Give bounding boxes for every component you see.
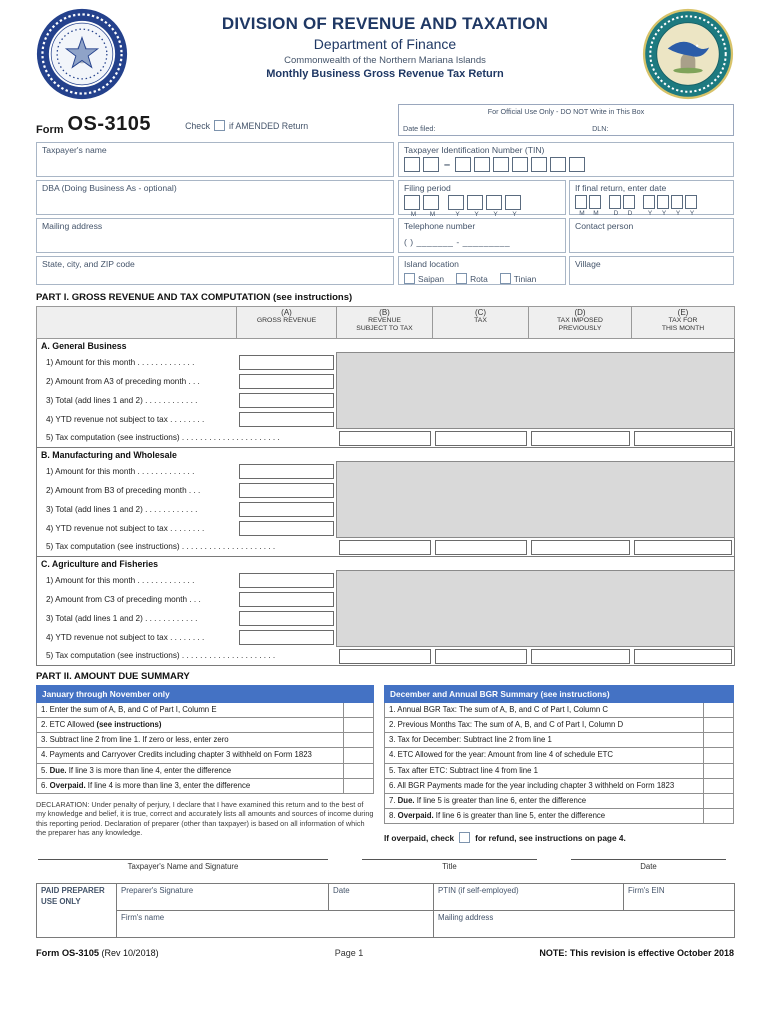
date-line[interactable] [571, 859, 726, 871]
tin-box[interactable] [531, 157, 547, 172]
check-word: Check [185, 120, 210, 131]
letter: Y [493, 211, 498, 218]
ptin-label: PTIN (if self-employed) [438, 886, 519, 895]
final-return-letters [575, 210, 728, 217]
dba-label: DBA (Doing Business As - optional) [42, 183, 177, 193]
row-text: If line 6 is greater than line 5, enter the difference [433, 810, 606, 820]
summary-row [37, 703, 374, 718]
island-location-label: Island location [404, 259, 459, 269]
part1-title: PART I. GROSS REVENUE AND TAX COMPUTATION (see instructions) [36, 292, 353, 303]
a3-gross-revenue-input[interactable] [239, 393, 335, 408]
filing-period-field [398, 180, 566, 218]
row-label: 5) Tax computation (see instructions) . . . . . . . . . . . . . . . . . . . . . [46, 542, 276, 552]
a5-tax-previous-input[interactable] [531, 431, 630, 446]
row-text-bold: Due. [397, 795, 415, 805]
footer-form-number: Form OS-3105 [36, 948, 100, 958]
cnmi-seal-icon [36, 8, 128, 100]
row-label: 4) YTD revenue not subject to tax . . . . . . . . [46, 523, 205, 533]
state-city-zip-field[interactable] [36, 256, 394, 285]
ptin-field[interactable] [434, 884, 624, 911]
part2-summary [36, 685, 734, 843]
filing-period-box[interactable] [486, 195, 502, 210]
c4-gross-revenue-input[interactable] [239, 630, 335, 645]
contact-person-field[interactable] [569, 218, 734, 253]
amount-cell[interactable] [344, 733, 374, 748]
declaration-text: DECLARATION: Under penalty of perjury, I declare that I have examined this return and to the best of my knowledge and belief, it is true, correct and accurately lists all amounts and sources of income during this reporting period. Declaration of preparer (other than taxpayer) is based on all information of which the preparer has any knowledge. [36, 799, 374, 838]
tin-boxes [404, 157, 728, 172]
row-text: If line 5 is greater than line 6, enter the difference [414, 795, 587, 805]
shaded-cell [337, 353, 735, 429]
paid-preparer-title: PAID PREPARER USE ONLY [37, 884, 117, 938]
summary-row [385, 763, 734, 778]
mailing-address-label: Mailing address [42, 221, 103, 231]
row-label: 2) Amount from A3 of preceding month . . . [46, 376, 200, 386]
final-return-label: If final return, enter date [575, 183, 667, 193]
column-b-header: (B) REVENUE SUBJECT TO TAX [337, 307, 433, 339]
taxpayer-name-label: Taxpayer's name [42, 145, 107, 155]
table-row [37, 647, 735, 666]
c5-tax-month-input[interactable] [634, 649, 733, 664]
amount-cell[interactable] [344, 703, 374, 718]
b4-gross-revenue-input[interactable] [239, 521, 335, 536]
row-label: 4) YTD revenue not subject to tax . . . . . . . . [46, 632, 205, 642]
b2-gross-revenue-input[interactable] [239, 483, 335, 498]
letter: M [593, 210, 599, 217]
amended-return-control [185, 120, 308, 131]
final-return-box[interactable] [671, 195, 683, 209]
table-row [37, 462, 735, 481]
tin-box[interactable] [512, 157, 528, 172]
b3-gross-revenue-input[interactable] [239, 502, 335, 517]
tin-box[interactable] [493, 157, 509, 172]
filing-period-box[interactable] [423, 195, 439, 210]
form-word: Form [36, 124, 64, 136]
preparer-mailing-address-field[interactable] [434, 911, 735, 938]
row-text: 1. Annual BGR Tax: The sum of A, B, and C of Part I, Column C [389, 705, 608, 714]
preparer-date-field[interactable] [329, 884, 434, 911]
b1-gross-revenue-input[interactable] [239, 464, 335, 479]
b5-revenue-subject-input[interactable] [339, 540, 431, 555]
saipan-checkbox[interactable] [404, 273, 415, 284]
org-name: Commonwealth of the Northern Mariana Islands [284, 55, 486, 66]
a1-gross-revenue-input[interactable] [239, 355, 335, 370]
shaded-cell [337, 462, 735, 538]
amended-checkbox[interactable] [214, 120, 225, 131]
header-titles [128, 8, 642, 80]
c5-tax-previous-input[interactable] [531, 649, 630, 664]
c1-gross-revenue-input[interactable] [239, 573, 335, 588]
tin-box[interactable] [423, 157, 439, 172]
amount-cell[interactable] [344, 718, 374, 733]
b5-tax-previous-input[interactable] [531, 540, 630, 555]
letter: M [579, 210, 585, 217]
row-label: 5) Tax computation (see instructions) . . . . . . . . . . . . . . . . . . . . . . [46, 433, 280, 443]
row-text: 5. Tax after ETC: Subtract line 4 from line 1 [389, 765, 538, 775]
row-text: If line 3 is more than line 4, enter the difference [66, 765, 232, 775]
summary-row [385, 703, 734, 718]
a5-revenue-subject-input[interactable] [339, 431, 431, 446]
row-text-bold: Due. [49, 765, 67, 775]
state-city-zip-label: State, city, and ZIP code [42, 259, 135, 269]
c5-tax-input[interactable] [435, 649, 527, 664]
firm-ein-label: Firm's EIN [628, 886, 665, 895]
amount-cell[interactable] [704, 808, 734, 823]
mailing-address-field[interactable] [36, 218, 394, 253]
taxpayer-fields [36, 142, 734, 285]
row-label: 1) Amount for this month . . . . . . . . . . . . . [46, 466, 195, 476]
preparer-signature-field[interactable] [117, 884, 329, 911]
summary-left-header: January through November only [37, 686, 374, 703]
department-of-finance-seal-icon [642, 8, 734, 100]
tinian-label: Tinian [513, 273, 537, 284]
preparer-signature-label: Preparer's Signature [121, 886, 194, 895]
dln-label: DLN: [592, 124, 609, 133]
row-text-bold: (see instructions) [96, 720, 162, 730]
summary-row [385, 733, 734, 748]
letter: M [429, 211, 436, 218]
part1-table [36, 306, 735, 666]
final-return-field [569, 180, 734, 215]
tin-box[interactable] [474, 157, 490, 172]
taxpayer-signature-line[interactable] [38, 859, 328, 871]
summary-row [37, 778, 374, 793]
row-text: 6. [41, 780, 50, 790]
tin-label: Taxpayer Identification Number (TIN) [404, 145, 545, 155]
amount-cell[interactable] [704, 763, 734, 778]
filing-period-box[interactable] [467, 195, 483, 210]
tin-box[interactable] [550, 157, 566, 172]
firm-name-label: Firm's name [121, 913, 165, 922]
final-return-box[interactable] [609, 195, 621, 209]
tin-box[interactable] [569, 157, 585, 172]
letter: Y [647, 210, 653, 217]
final-return-box[interactable] [685, 195, 697, 209]
column-a-header: (A) GROSS REVENUE [237, 307, 337, 339]
row-text: 7. [389, 795, 398, 805]
title-line[interactable] [362, 859, 537, 871]
firm-name-field[interactable] [117, 911, 434, 938]
form-number: OS-3105 [67, 113, 152, 135]
row-label: 3) Total (add lines 1 and 2) . . . . . . . . . . . . [46, 613, 198, 623]
letter: D [613, 210, 619, 217]
row-label: 4) YTD revenue not subject to tax . . . . . . . . [46, 414, 205, 424]
table-row [37, 429, 735, 448]
shaded-cell [337, 571, 735, 647]
row-label: 1) Amount for this month . . . . . . . . . . . . . [46, 575, 195, 585]
row-label: 3) Total (add lines 1 and 2) . . . . . . . . . . . . [46, 395, 198, 405]
refund-checkbox[interactable] [459, 832, 470, 843]
summary-row [37, 748, 374, 763]
footer-revision: (Rev 10/2018) [99, 948, 159, 958]
letter: Y [675, 210, 681, 217]
row-text: 5. [41, 765, 50, 775]
summary-row [37, 718, 374, 733]
label-column-header [37, 307, 237, 339]
row-label: 5) Tax computation (see instructions) . . . . . . . . . . . . . . . . . . . . . [46, 651, 276, 661]
filing-period-letters [404, 211, 560, 218]
rota-checkbox[interactable] [456, 273, 467, 284]
row-label: 2) Amount from C3 of preceding month . . . [46, 594, 201, 604]
letter: Y [455, 211, 460, 218]
summary-row [385, 778, 734, 793]
section-b-header: B. Manufacturing and Wholesale [37, 448, 735, 462]
overpaid-pre-text: If overpaid, check [384, 832, 455, 843]
title-label: Title [442, 862, 457, 871]
contact-person-label: Contact person [575, 221, 634, 231]
saipan-label: Saipan [418, 273, 445, 284]
amount-cell[interactable] [704, 733, 734, 748]
part2-title: PART II. AMOUNT DUE SUMMARY [36, 671, 190, 682]
a5-tax-month-input[interactable] [634, 431, 733, 446]
a5-tax-input[interactable] [435, 431, 527, 446]
tinian-checkbox[interactable] [500, 273, 511, 284]
village-field[interactable] [569, 256, 734, 285]
filing-period-box[interactable] [404, 195, 420, 210]
b5-tax-input[interactable] [435, 540, 527, 555]
summary-right-header: December and Annual BGR Summary (see instructions) [385, 686, 734, 703]
island-location-field [398, 256, 566, 285]
village-label: Village [575, 259, 601, 269]
c3-gross-revenue-input[interactable] [239, 611, 335, 626]
date-label: Date [640, 862, 657, 871]
c2-gross-revenue-input[interactable] [239, 592, 335, 607]
rota-label: Rota [470, 273, 488, 284]
dba-field[interactable] [36, 180, 394, 215]
amount-cell[interactable] [344, 778, 374, 793]
final-return-box[interactable] [589, 195, 601, 209]
summary-row [37, 763, 374, 778]
column-e-header: (E) TAX FOR THIS MONTH [632, 307, 735, 339]
letter: D [627, 210, 633, 217]
table-row [37, 538, 735, 557]
tin-box[interactable] [455, 157, 471, 172]
filing-period-box[interactable] [448, 195, 464, 210]
date-filed-label: Date filed: [403, 124, 436, 133]
letter: M [410, 211, 417, 218]
summary-row [385, 718, 734, 733]
letter: Y [474, 211, 479, 218]
final-return-box[interactable] [575, 195, 587, 209]
final-return-box[interactable] [657, 195, 669, 209]
tin-field [398, 142, 734, 177]
form-header [36, 8, 734, 100]
official-use-box [398, 104, 734, 136]
section-c-header: C. Agriculture and Fisheries [37, 557, 735, 571]
preparer-date-label: Date [333, 886, 350, 895]
row-text: 4. Payments and Carryover Credits including chapter 3 withheld on Form 1823 [41, 750, 312, 760]
summary-row [385, 793, 734, 808]
firm-ein-field[interactable] [624, 884, 735, 911]
preparer-mailing-address-label: Mailing address [438, 913, 494, 922]
column-d-header: (D) TAX IMPOSED PREVIOUSLY [529, 307, 632, 339]
telephone-field[interactable] [398, 218, 566, 253]
overpaid-post-text: for refund, see instructions on page 4. [475, 832, 626, 843]
table-row [37, 571, 735, 590]
row-label: 2) Amount from B3 of preceding month . . . [46, 485, 201, 495]
row-text-bold: Overpaid. [49, 780, 86, 790]
row-text: 3. Tax for December: Subtract line 2 from line 1 [389, 735, 552, 745]
tin-box[interactable] [404, 157, 420, 172]
filing-period-box[interactable] [505, 195, 521, 210]
paid-preparer-table [36, 883, 735, 938]
row-text-bold: Overpaid. [397, 810, 434, 820]
telephone-label: Telephone number [404, 221, 476, 231]
row-text: If line 4 is more than line 3, enter the difference [85, 780, 251, 790]
amount-cell[interactable] [704, 778, 734, 793]
amended-label: if AMENDED Return [229, 120, 309, 131]
row-text: 3. Subtract line 2 from line 1. If zero or less, enter zero [41, 735, 229, 745]
footer-note: NOTE: This revision is effective October 2018 [539, 948, 734, 958]
form-name: Monthly Business Gross Revenue Tax Return [266, 68, 504, 80]
amount-cell[interactable] [704, 703, 734, 718]
page-title: DIVISION OF REVENUE AND TAXATION [221, 14, 549, 33]
january-november-table [36, 685, 374, 794]
amount-cell[interactable] [344, 763, 374, 778]
summary-row [37, 733, 374, 748]
row-text: 1. Enter the sum of A, B, and C of Part I, Column E [41, 705, 217, 714]
row-text: 8. [389, 810, 398, 820]
c5-revenue-subject-input[interactable] [339, 649, 431, 664]
department-subtitle: Department of Finance [313, 36, 457, 52]
final-return-box[interactable] [643, 195, 655, 209]
section-a-header: A. General Business [37, 339, 735, 353]
row-text: 6. All BGR Payments made for the year including chapter 3 withheld on Form 1823 [389, 780, 675, 790]
a4-gross-revenue-input[interactable] [239, 412, 335, 427]
row-text: 4. ETC Allowed for the year: Amount from line 4 of schedule ETC [389, 750, 614, 760]
final-return-box[interactable] [623, 195, 635, 209]
column-c-header: (C) TAX [433, 307, 529, 339]
table-row [37, 353, 735, 372]
row-text: 2. Previous Months Tax: The sum of A, B, and C of Part I, Column D [389, 720, 624, 730]
summary-row [385, 748, 734, 763]
amount-cell[interactable] [704, 793, 734, 808]
row-label: 1) Amount for this month . . . . . . . . . . . . . [46, 357, 195, 367]
row-text: 2. ETC Allowed [41, 720, 97, 730]
page-footer [36, 948, 734, 958]
part1-header-row [37, 307, 735, 339]
letter: Y [661, 210, 667, 217]
a2-gross-revenue-input[interactable] [239, 374, 335, 389]
amount-cell[interactable] [704, 718, 734, 733]
b5-tax-month-input[interactable] [634, 540, 733, 555]
summary-row [385, 808, 734, 823]
amount-cell[interactable] [704, 748, 734, 763]
official-use-title: For Official Use Only - DO NOT Write in This Box [487, 107, 645, 116]
taxpayer-name-field[interactable] [36, 142, 394, 177]
tin-dash: – [444, 158, 451, 171]
row-label: 3) Total (add lines 1 and 2) . . . . . . . . . . . . [46, 504, 198, 514]
form-head-row [36, 104, 734, 136]
letter: Y [512, 211, 517, 218]
overpaid-refund-line [384, 832, 734, 843]
signature-row [38, 859, 732, 871]
filing-period-label: Filing period [404, 183, 451, 193]
december-annual-table [384, 685, 734, 824]
taxpayer-signature-label: Taxpayer's Name and Signature [127, 862, 239, 871]
page-number: Page 1 [334, 948, 364, 958]
letter: Y [689, 210, 695, 217]
amount-cell[interactable] [344, 748, 374, 763]
telephone-line: ( ) _______ - _________ [404, 237, 511, 247]
